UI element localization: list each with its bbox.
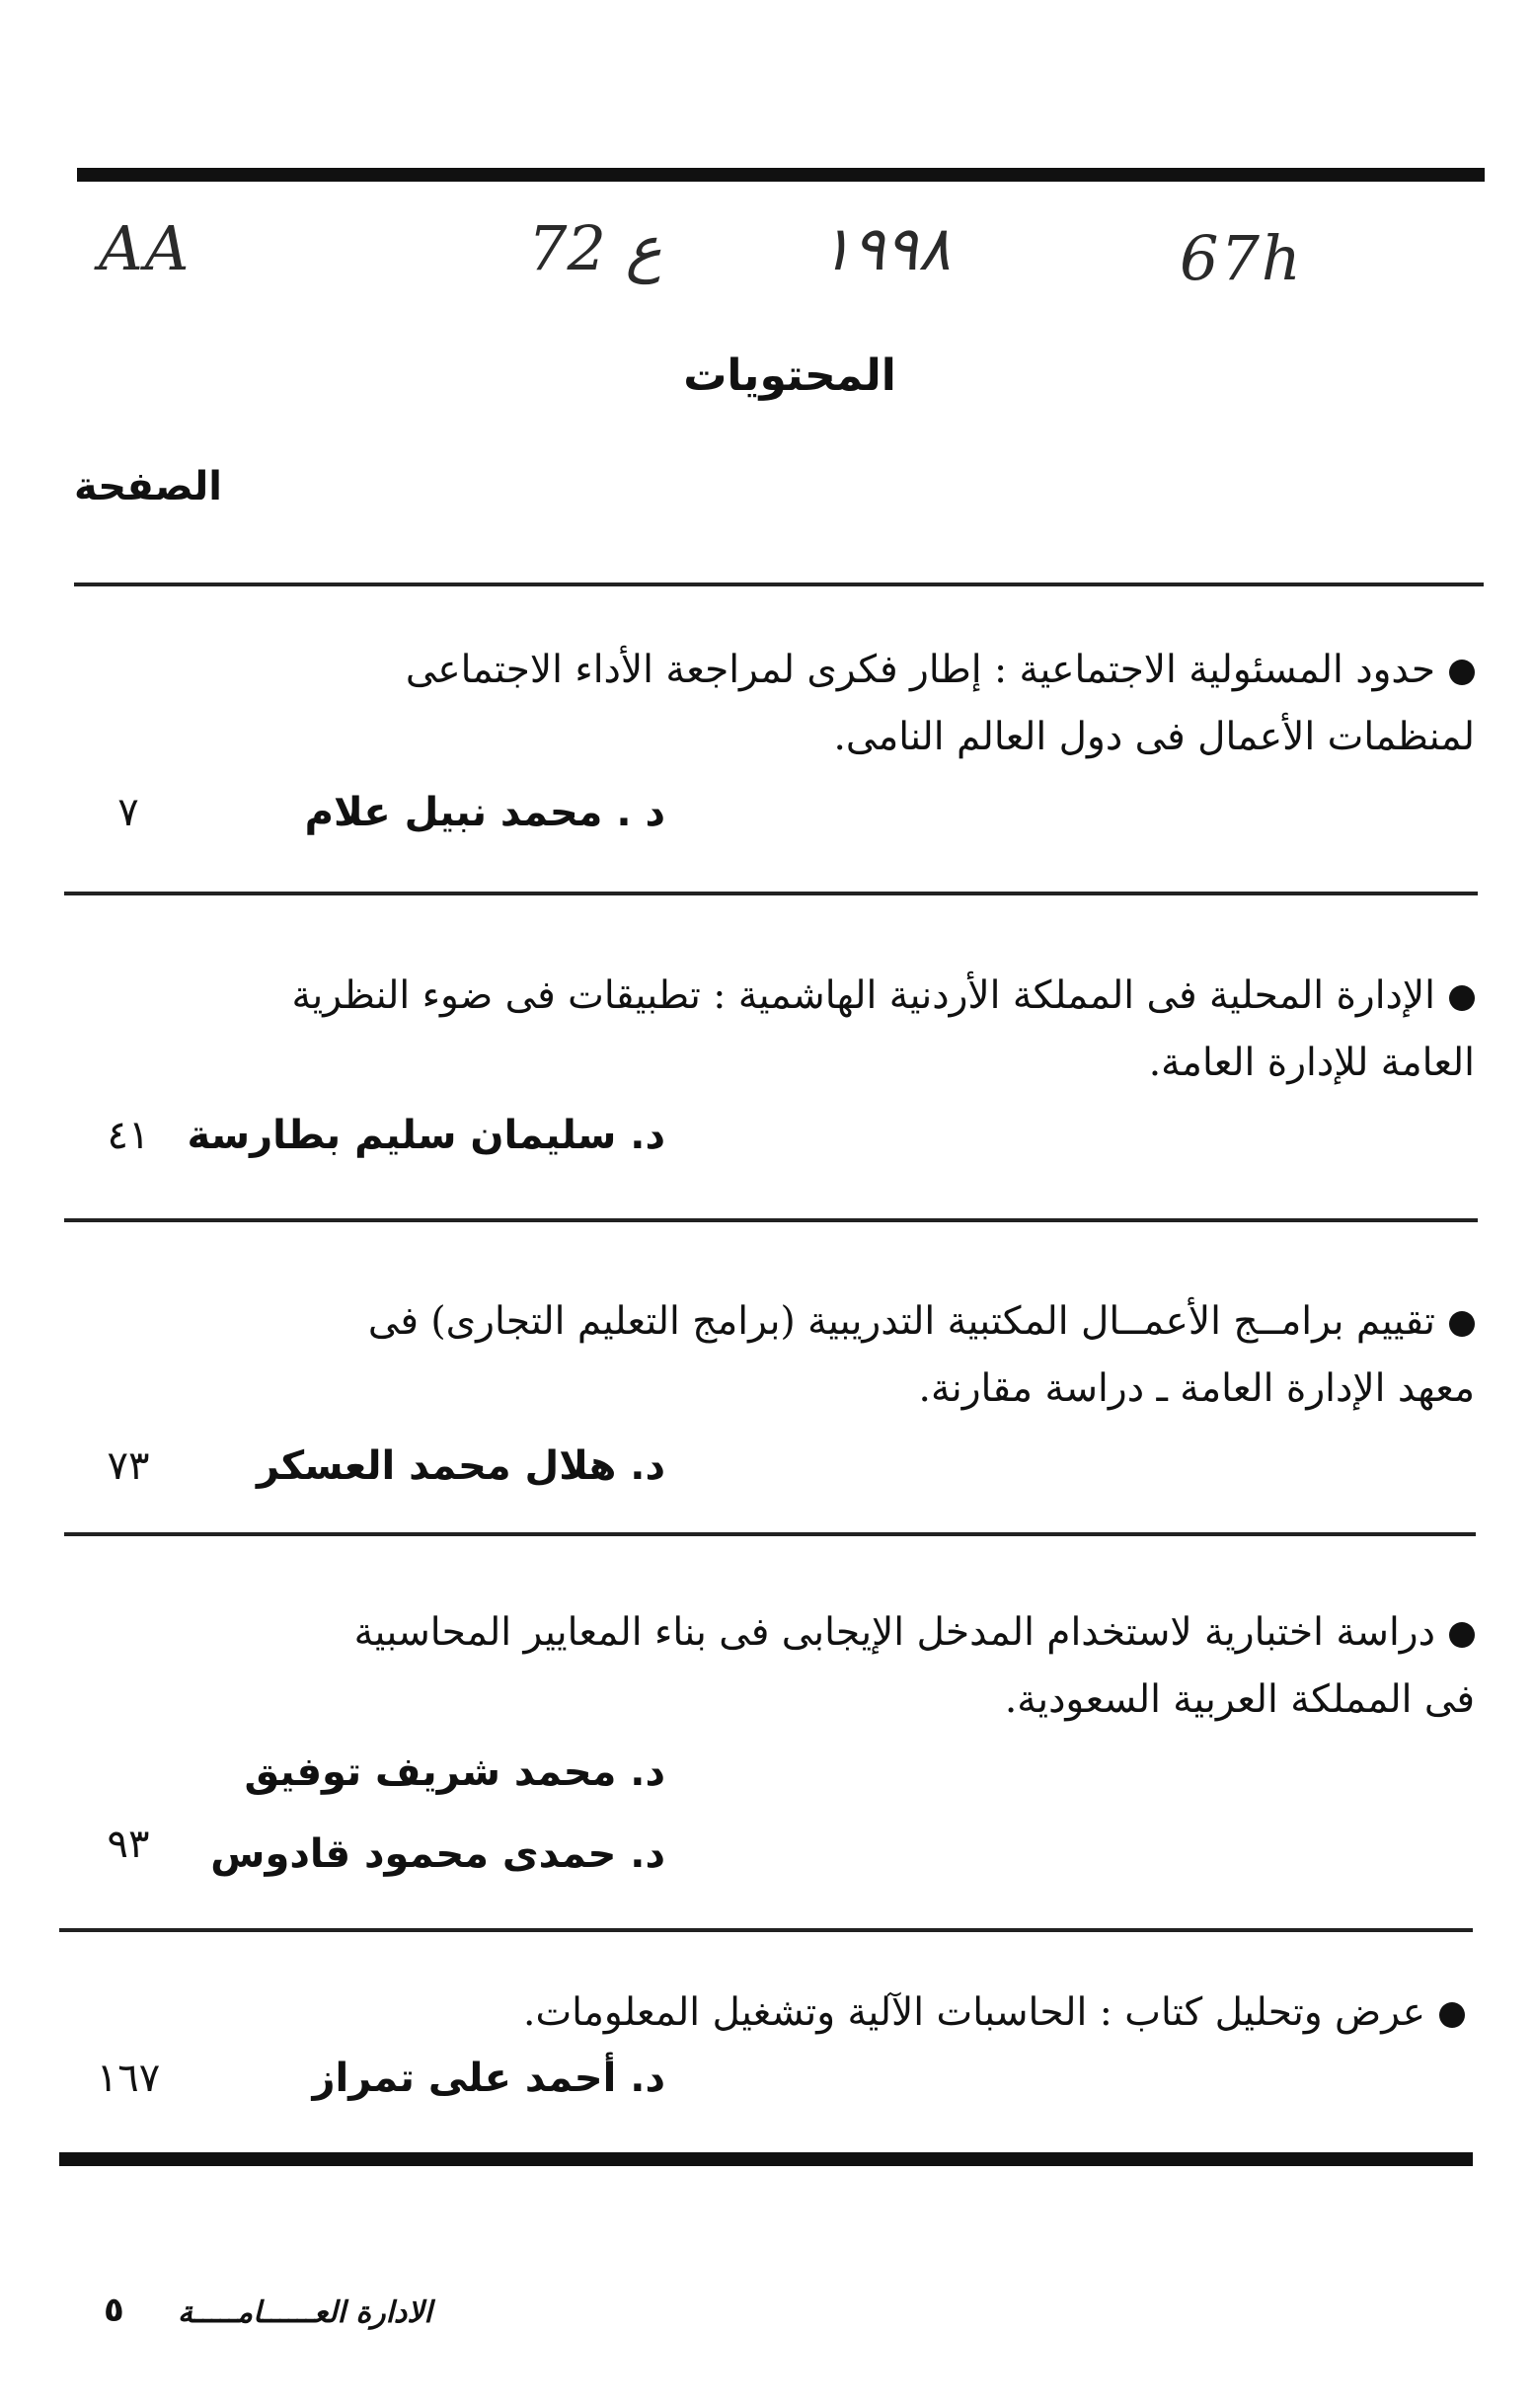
- entry-title-line-1: عرض وتحليل كتاب : الحاسبات الآلية وتشغيل المعلومات.: [251, 1980, 1465, 2047]
- entry-separator: [59, 1928, 1473, 1932]
- entry-title-line-2: فى المملكة العربية السعودية.: [1004, 1677, 1475, 1722]
- entry-title-line-1: الإدارة المحلية فى المملكة الأردنية الهاشمية : تطبيقات فى ضوء النظرية: [261, 963, 1475, 1030]
- bullet-icon: [1449, 1311, 1475, 1337]
- entry-page-number: ٧: [117, 790, 139, 835]
- bullet-icon: [1439, 2002, 1465, 2028]
- entry-title: [261, 1599, 1475, 1734]
- page-column-label: الصفحة: [74, 464, 223, 509]
- entry-title-line-2: لمنظمات الأعمال فى دول العالم النامى.: [833, 715, 1475, 759]
- bullet-icon: [1449, 660, 1475, 685]
- entry-page-number: ٤١: [107, 1113, 150, 1158]
- entry-title: [261, 963, 1475, 1097]
- entry-separator: [64, 892, 1478, 895]
- entry-title: [261, 637, 1475, 771]
- entry-title: [251, 1980, 1465, 2047]
- header-separator: [74, 583, 1484, 586]
- entry-separator: [64, 1532, 1476, 1536]
- entry-separator: [64, 1218, 1478, 1222]
- handwritten-code-4: 67h: [1180, 222, 1303, 294]
- bottom-rule: [59, 2152, 1473, 2166]
- entry-title-line-1: تقييم برامــج الأعمــال المكتبية التدريبية (برامج التعليم التجارى) فى: [261, 1288, 1475, 1356]
- bullet-icon: [1449, 1622, 1475, 1648]
- entry-title: [261, 1288, 1475, 1423]
- entry-page-number: ١٦٧: [96, 2056, 161, 2101]
- footer-page-number: ٥: [104, 2291, 124, 2330]
- page-title: المحتويات: [683, 350, 896, 401]
- top-rule: [77, 168, 1485, 182]
- handwritten-code-3: ١٩٩٨: [819, 212, 952, 284]
- handwritten-code-1: AA: [99, 212, 192, 284]
- entry-title-line-1: دراسة اختبارية لاستخدام المدخل الإيجابى فى بناء المعايير المحاسبية: [261, 1599, 1475, 1667]
- handwritten-code-2: 72 ع: [528, 212, 662, 284]
- bullet-icon: [1449, 985, 1475, 1011]
- entry-title-line-2: العامة للإدارة العامة.: [1148, 1041, 1475, 1085]
- footer-journal-title: الادارة العــــــامـــــة: [178, 2295, 432, 2330]
- entry-page-number: ٩٣: [107, 1822, 150, 1867]
- entry-page-number: ٧٣: [107, 1443, 150, 1489]
- entry-title-line-1: حدود المسئولية الاجتماعية : إطار فكرى لمراجعة الأداء الاجتماعى: [261, 637, 1475, 704]
- entry-title-line-2: معهد الإدارة العامة ـ دراسة مقارنة.: [918, 1366, 1475, 1411]
- document-page: AA 72 ع ١٩٩٨ 67h المحتويات الصفحة حدود المسئولية الاجتماعية : إطار فكرى لمراجعة الأداء الاجتماعى لمنظمات الأعمال فى دول العالم النامى. د . محمد نبيل علام ٧ الإدارة المحلية فى المملكة الأردنية الهاشمية : تطبيقات فى ضوء النظرية العامة للإدارة العامة. د. سليمان سليم بطارسة ٤١ تقييم برامــج الأعمــال المكتبية التدريبية (برامج التعليم التجارى) فى معهد الإدارة العامة ـ دراسة مقارنة. د. هلال محمد العسكر ٧٣ دراسة اختبارية لاستخدام المدخل الإيجابى فى بناء المعايير المحاسبية فى المملكة العربية السعودية. د. محمد شريف توفيق د. حمدى محمود قادوس ٩٣ عرض وتحليل كتاب : الحاسبات الآلية وتشغيل المعلومات. د. أحمد على تمراز ١٦٧ الادارة العــــــامـــــة ٥: [0, 0, 1534, 2408]
